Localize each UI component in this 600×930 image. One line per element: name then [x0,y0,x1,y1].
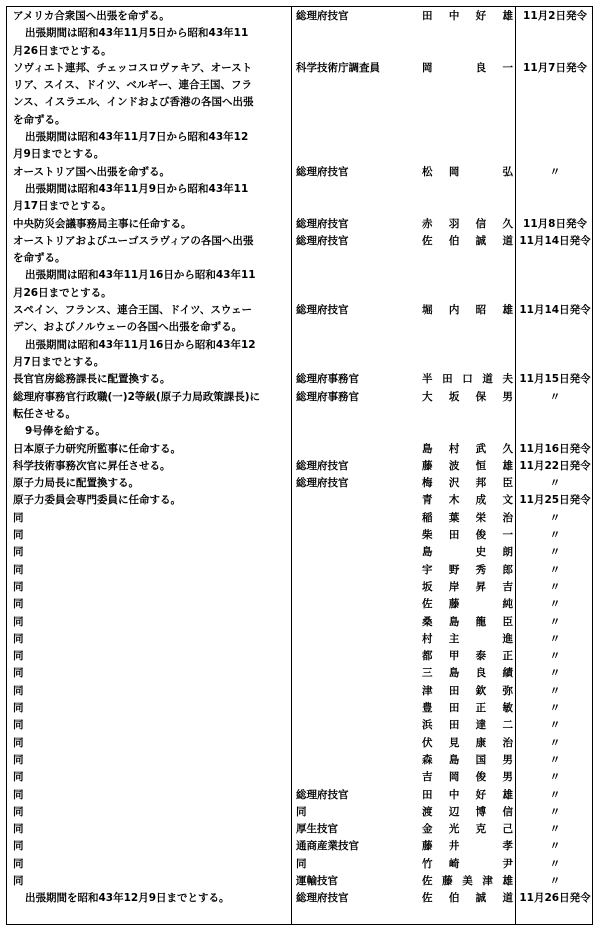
order-text-line: 同 [13,753,24,766]
order-text [13,544,295,561]
person-name: 坂岸昇吉 [422,580,513,593]
table-row [7,8,592,60]
issue-date: 〃 [549,477,561,490]
person-name: 稲葉栄治 [422,511,513,524]
order-text [13,614,295,631]
issue-date: 11月22日発令 [519,459,591,472]
table-row [7,631,592,648]
person-name: 三島良績 [422,667,513,680]
position: 総理府事務官 [296,373,359,386]
order-text [13,60,295,164]
person-name: 都甲泰正 [422,650,513,663]
person-name: 佐伯誠道 [422,234,513,247]
issue-date: 〃 [549,529,561,541]
issue-date: 〃 [549,598,561,611]
order-text-line: 日本原子力研究所監事に任命する。 [13,442,181,455]
person-name: 島村武久 [422,442,513,455]
order-text [13,717,295,734]
position: 運輸技官 [296,875,338,887]
order-text-line: 同 [13,546,24,559]
table-row [7,579,592,596]
order-text-line: 同 [13,563,24,576]
order-text-line: 中央防災会議事務局主事に任命する。 [13,217,192,230]
issue-date: 11月14日発令 [519,304,591,317]
table-row [7,821,592,838]
table-row [7,804,592,821]
table-row [7,60,592,164]
order-text-line: スペイン、フランス、連合王国、ドイツ、スウェー [13,304,252,317]
position: 科学技術庁調査員 [296,61,380,74]
order-text [13,873,295,890]
issue-date: 〃 [549,684,561,697]
issue-date: 〃 [549,546,561,559]
issue-date: 〃 [549,615,561,628]
person-name: 浜田達二 [422,719,513,732]
order-text-line: 原子力局長に配置換する。 [13,477,139,490]
table-row [7,700,592,717]
position: 同 [296,857,307,870]
table-row [7,873,592,890]
order-text-line: 同 [13,788,24,801]
table-row [7,371,592,388]
order-text-line: 同 [13,823,24,836]
order-text-line: 長官官房総務課長に配置換する。 [13,373,171,386]
order-text-line: リア、スイス、ドイツ、ベルギー、連合王国、フラ [13,79,252,92]
order-text [13,579,295,596]
position: 通商産業技官 [296,840,359,853]
table-row [7,838,592,855]
person-name: 藤波恒雄 [422,459,513,472]
person-name: 村主 進 [422,632,513,645]
order-text [13,804,295,821]
table-row [7,769,592,786]
issue-date: 〃 [549,736,561,749]
issue-date: 〃 [549,390,561,403]
order-text-line: ンス、イスラエル、インドおよび香港の各国へ出張 [13,96,254,109]
order-text-line: ソヴィエト連邦、チェッコスロヴァキア、オースト [13,61,253,74]
issue-date: 〃 [549,840,561,853]
order-text-line: 同 [13,857,24,870]
person-name: 竹崎 尹 [422,857,513,870]
issue-date: 〃 [549,632,561,645]
person-name: 岡 良一 [422,61,513,74]
order-text-line: 月7日までとする。 [13,355,105,368]
order-text-line: 同 [13,511,24,524]
issue-date: 11月26日発令 [519,892,591,905]
order-text-line: 出張期間は昭和43年11月16日から昭和43年12 [25,338,256,351]
order-text-line: 同 [13,840,24,853]
order-text [13,752,295,769]
order-text-line: 同 [13,805,24,818]
person-name: 田中好雄 [422,788,513,801]
issue-date: 〃 [549,563,561,576]
order-text [13,856,295,873]
table-row [7,302,592,371]
order-text [13,441,295,458]
order-text [13,510,295,527]
table-row [7,614,592,631]
issue-date: 〃 [549,805,561,818]
table-row [7,458,592,475]
order-text-line: 同 [13,632,24,645]
issue-date: 〃 [549,788,561,801]
table-row [7,475,592,492]
table-row [7,735,592,752]
person-name: 吉岡俊男 [422,771,513,784]
order-text-line: 月9日までとする。 [13,148,105,161]
issue-date: 〃 [549,702,561,714]
order-text-line: 科学技術事務次官に昇任させる。 [13,459,171,472]
person-name: 伏見康治 [422,736,513,749]
issue-date: 〃 [549,165,561,178]
order-text-line: 同 [13,529,24,541]
table-row [7,389,592,441]
order-text [13,233,295,302]
person-name: 田中好雄 [422,10,513,22]
table-row [7,856,592,873]
order-text-line: 同 [13,650,24,663]
order-text-line: 出張期間は昭和43年11月9日から昭和43年11 [25,182,249,195]
order-text-line: 同 [13,719,24,732]
order-text [13,458,295,475]
person-name: 宇野秀郎 [422,563,513,576]
person-name: 桑島龍臣 [422,615,513,628]
table-row [7,527,592,544]
issue-date: 11月14日発令 [519,234,591,247]
order-text-line: 月26日までとする。 [13,286,112,299]
order-text-line: 出張期間は昭和43年11月16日から昭和43年11 [25,269,256,282]
table-row [7,683,592,700]
issue-date: 〃 [549,719,561,732]
order-text [13,769,295,786]
table-row [7,441,592,458]
order-text-line: を命ずる。 [13,113,66,126]
order-text [13,216,295,233]
issue-date: 11月8日発令 [523,217,587,230]
order-text-line: 同 [13,598,24,611]
table-row [7,216,592,233]
order-text-line: 同 [13,667,24,680]
order-text-line: 総理府事務官行政職(一)2等級(原子力局政策課長)に [13,390,261,403]
order-text [13,562,295,579]
issue-date: 11月2日発令 [523,10,587,22]
table-row [7,890,592,907]
table-row [7,752,592,769]
order-text-line: 同 [13,580,24,593]
order-text [13,735,295,752]
issue-date: 〃 [549,857,561,870]
issue-date: 〃 [549,511,561,524]
issue-date: 11月15日発令 [519,373,591,386]
order-text [13,787,295,804]
table-row [7,510,592,527]
position: 総理府事務官 [296,390,359,403]
person-name: 堀内昭雄 [422,304,513,317]
order-text-line: 同 [13,615,24,628]
order-text [13,527,295,544]
table-row [7,164,592,216]
issue-date: 11月16日発令 [519,442,591,455]
order-text [13,164,295,216]
person-name: 豊田正敏 [422,702,513,714]
order-text-line: 同 [13,875,24,887]
position: 総理府技官 [296,459,349,472]
person-name: 赤羽信久 [422,217,513,230]
position: 同 [296,805,307,818]
person-name: 藤井 孝 [422,840,513,853]
order-text-line: オーストリアおよびユーゴスラヴィアの各国へ出張 [13,234,254,247]
order-text [13,492,295,509]
person-name: 松岡 弘 [422,165,513,178]
order-text-line: 同 [13,684,24,697]
issue-date: 11月7日発令 [523,61,587,74]
order-text-line: 出張期間は昭和43年11月7日から昭和43年12 [25,131,249,144]
person-name: 柴田俊一 [422,529,513,541]
order-text-line: 出張期間は昭和43年11月5日から昭和43年11 [25,27,249,40]
order-text-line: 出張期間を昭和43年12月9日までとする。 [25,892,230,905]
position: 総理府技官 [296,892,349,905]
personnel-notice-table [6,6,593,925]
table-row [7,562,592,579]
person-name: 佐藤 純 [422,598,513,611]
order-text [13,302,295,371]
order-text-line: 9号俸を給する。 [25,425,106,438]
person-name: 森島国男 [422,753,513,766]
table-row [7,648,592,665]
issue-date: 〃 [549,875,561,887]
issue-date: 〃 [549,753,561,766]
position: 厚生技官 [296,823,338,836]
order-text-line: 同 [13,702,24,714]
person-name: 梅沢邦臣 [422,477,513,490]
order-text-line: 同 [13,736,24,749]
person-name: 渡辺博信 [422,805,513,818]
order-text [13,838,295,855]
issue-date: 〃 [549,823,561,836]
issue-date: 〃 [549,580,561,593]
position: 総理府技官 [296,234,349,247]
issue-date: 〃 [549,771,561,784]
order-text-line: 転任させる。 [13,407,76,420]
order-text-line: デン、およびノルウェーの各国へ出張を命ずる。 [13,321,243,334]
issue-date: 11月25日発令 [519,494,591,507]
person-name: 金光克己 [422,823,513,836]
person-name: 大坂保男 [422,390,513,403]
order-text [13,8,295,60]
order-text [13,890,295,907]
order-text [13,389,295,441]
order-text [13,648,295,665]
person-name: 津田欽弥 [422,684,513,697]
position: 総理府技官 [296,165,349,178]
issue-date: 〃 [549,650,561,663]
table-row [7,544,592,561]
person-name: 青木成文 [422,494,513,507]
person-name: 佐伯誠道 [422,892,513,905]
order-text [13,631,295,648]
table-row [7,665,592,682]
position: 総理府技官 [296,304,349,317]
order-text-line: 月17日までとする。 [13,200,112,213]
order-text-line: 同 [13,771,24,784]
order-text-line: を命ずる。 [13,252,66,265]
order-text [13,700,295,717]
issue-date: 〃 [549,667,561,680]
person-name: 島 史朗 [422,546,513,559]
position: 総理府技官 [296,10,349,22]
person-name: 佐藤美津雄 [422,875,513,887]
position: 総理府技官 [296,788,349,801]
table-row [7,596,592,613]
table-row [7,717,592,734]
order-text [13,371,295,388]
table-row [7,787,592,804]
position: 総理府技官 [296,477,349,490]
table-row [7,233,592,302]
order-text-line: オーストリア国へ出張を命ずる。 [13,165,170,178]
order-text [13,665,295,682]
table-row [7,492,592,509]
order-text-line: 月26日までとする。 [13,44,112,57]
order-text [13,475,295,492]
order-text [13,683,295,700]
person-name: 半田口道夫 [422,373,513,386]
order-text-line: 原子力委員会専門委員に任命する。 [13,494,181,507]
order-text [13,596,295,613]
order-text-line: アメリカ合衆国へ出張を命ずる。 [13,10,170,22]
position: 総理府技官 [296,217,349,230]
order-text [13,821,295,838]
